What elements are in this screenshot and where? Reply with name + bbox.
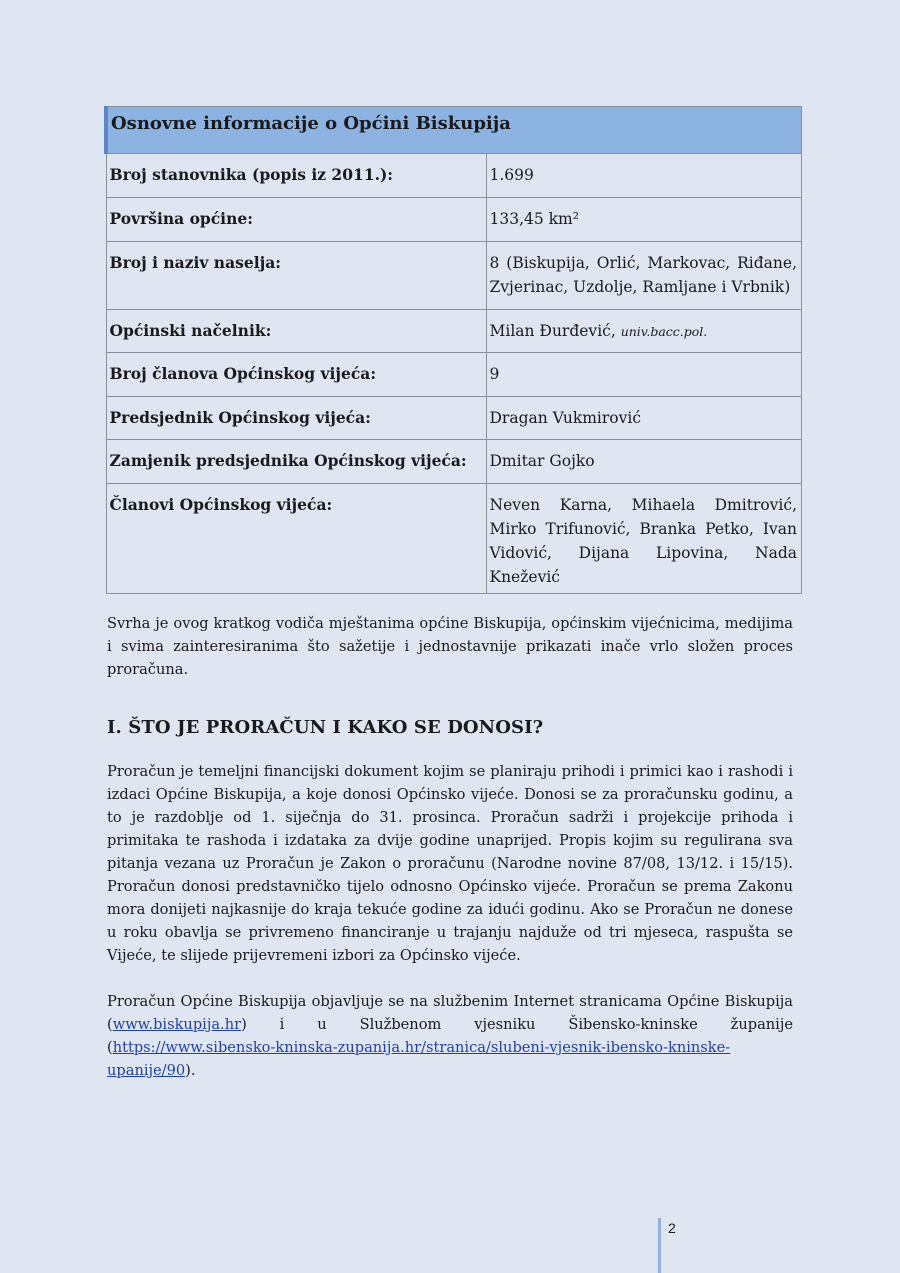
row-label: Članovi Općinskog vijeća: (106, 484, 486, 594)
row-value: 8 (Biskupija, Orlić, Markovac, Riđane, Zvjerinac, Uzdolje, Ramljane i Vrbnik) (486, 242, 802, 310)
table-row (106, 310, 802, 353)
table-row (106, 353, 802, 397)
page-number-bar (658, 1218, 661, 1273)
biskupija-link[interactable]: www.biskupija.hr (112, 1016, 242, 1033)
budget-paragraph: Proračun je temeljni financijski dokument kojim se planiraju prihodi i primici kao i rashodi i izdaci Općine Biskupija, a koje donosi Općinsko vijeće. Donosi se za proračunsku godinu, a to je razdoblje od 1. siječnja do 31. prosinca. Proračun sadrži i projekcije prihoda i primitaka te rashoda i izdataka za dvije godine unaprijed. Propis kojim su regulirana sva pitanja vezana uz Proračun je Zakon o proračunu (Narodne novine 87/08, 13/12. i 15/15). Proračun donosi predstavničko tijelo odnosno Općinsko vijeće. Proračun se prema Zakonu mora donijeti najkasnije do kraja tekuće godine za idući godinu. Ako se Proračun ne donese u roku obavlja se privremeno financiranje u trajanju najduže od tri mjeseca, raspušta se Vijeće, te slijede prijevremeni izbori za Općinsko vijeće. (107, 763, 793, 964)
row-label: Broj i naziv naselja: (106, 242, 486, 310)
table-row (106, 397, 802, 440)
row-value: Neven Karna, Mihaela Dmitrović, Mirko Trifunović, Branka Petko, Ivan Vidović, Dijana Lipovina, Nada Knežević (486, 484, 802, 594)
row-value: 1.699 (486, 154, 802, 198)
row-label: Zamjenik predsjednika Općinskog vijeća: (106, 440, 486, 484)
official-gazette-link[interactable]: https://www.sibensko-kninska-zupanija.hr/stranica/slubeni-vjesnik-ibensko-kninske-upanije/90 (107, 1039, 731, 1079)
table-row (106, 242, 802, 310)
row-label: Površina općine: (106, 198, 486, 242)
row-value: 133,45 km² (486, 198, 802, 242)
table-row (106, 154, 802, 198)
row-value: Dmitar Gojko (486, 440, 802, 484)
intro-paragraph: Svrha je ovog kratkog vodiča mještanima općine Biskupija, općinskim vijećnicima, medijima i svima zainteresiranima što sažetije i jednostavnije prikazati inače vrlo složen proces proračuna. (107, 615, 793, 678)
table-title: Osnovne informacije o Općini Biskupija (106, 107, 802, 154)
row-label: Predsjednik Općinskog vijeća: (106, 397, 486, 440)
row-value: 9 (486, 353, 802, 397)
table-row (106, 484, 802, 594)
publication-paragraph (107, 990, 793, 1082)
row-value: Dragan Vukmirović (486, 397, 802, 440)
page-number: 2 (668, 1220, 676, 1236)
row-value (486, 310, 802, 353)
row-label: Broj članova Općinskog vijeća: (106, 353, 486, 397)
publication-text-2: ) i u Službenom vjesniku Šibensko-kninske županije ( (107, 1016, 793, 1056)
table-header-row (106, 107, 802, 154)
publication-text-3: ). (185, 1062, 196, 1079)
table-row (106, 198, 802, 242)
row-label: Općinski načelnik: (106, 310, 486, 353)
info-table (104, 106, 802, 594)
table-row (106, 440, 802, 484)
mayor-title: univ.bacc.pol. (620, 324, 708, 339)
mayor-name: Milan Đurđević, (489, 322, 616, 340)
row-label: Broj stanovnika (popis iz 2011.): (106, 154, 486, 198)
publication-text-1: Proračun Općine Biskupija objavljuje se na službenim Internet stranicama Općine Biskupija ( (107, 993, 793, 1033)
section-heading: I. ŠTO JE PRORAČUN I KAKO SE DONOSI? (107, 717, 544, 738)
